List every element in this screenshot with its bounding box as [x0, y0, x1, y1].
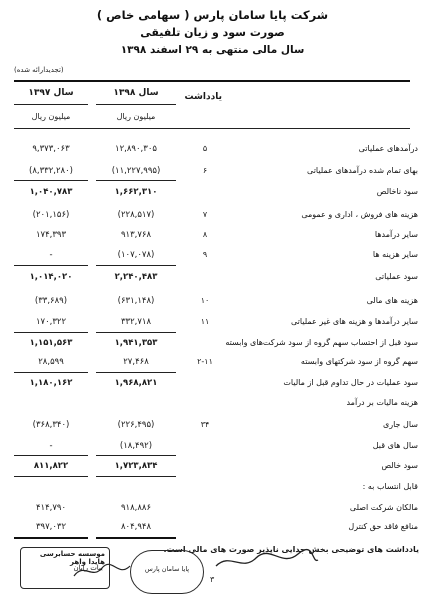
row-value-1397: -	[49, 250, 53, 260]
row-note: ۱۱	[200, 317, 210, 326]
row-value-1398: ۱,۹۴۱,۳۵۳	[114, 338, 158, 348]
subtotal-rule	[14, 180, 88, 181]
row-note: ۵	[202, 144, 208, 153]
row-value-1398: ۸۰۴,۹۴۸	[120, 522, 152, 532]
row-label: مالکان شرکت اصلی	[349, 503, 418, 512]
table-header-rule	[14, 128, 410, 129]
subtotal-rule	[96, 372, 176, 373]
row-value-1397: ۱,۰۱۴,۰۲۰	[29, 272, 73, 282]
row-label: سود قبل از احتساب سهم گروه از سود شرکت‌های وابسته	[225, 338, 418, 347]
subtotal-rule	[14, 455, 88, 456]
row-label: هزینه های مالی	[366, 296, 418, 305]
row-label: درآمدهای عملیاتی	[358, 144, 418, 153]
column-header-note: یادداشت	[184, 92, 222, 102]
subtotal-rule	[96, 332, 176, 333]
table-row	[0, 166, 425, 184]
row-value-1397: ۳۹۷,۰۳۲	[35, 522, 67, 532]
row-value-1397: ۹,۳۷۳,۰۶۳	[32, 144, 70, 154]
row-note: ۶	[202, 166, 208, 175]
final-total-rule	[14, 537, 88, 539]
row-value-1398: (۲۲۶,۴۹۵)	[117, 420, 155, 430]
row-label: سال جاری	[382, 420, 418, 429]
column-header-1397: سال ۱۳۹۷	[28, 88, 74, 98]
table-row	[0, 296, 425, 314]
row-value-1398: ۹۱۳,۷۶۸	[120, 230, 152, 240]
signature-icon	[72, 560, 132, 582]
subtotal-rule	[96, 180, 176, 181]
row-value-1397: ۱۷۴,۳۹۳	[35, 230, 67, 240]
footer-note: یادداشت های توضیحی بخش جدایی ناپذیر صورت های مالی است.	[163, 545, 419, 554]
row-label: سایر درآمدها و هزینه های غیر عملیاتی	[291, 317, 418, 326]
table-row	[0, 482, 425, 500]
row-label: سال های قبل	[372, 441, 418, 450]
company-name: شرکت پایا سامان پارس ( سهامی خاص )	[96, 8, 329, 22]
row-label: سود عملیات در حال تداوم قبل از مالیات	[283, 378, 418, 387]
row-value-1398: ۲۷,۴۶۸	[123, 357, 149, 367]
table-row	[0, 187, 425, 205]
row-label: بهای تمام شده درآمدهای عملیاتی	[307, 166, 418, 175]
table-row	[0, 503, 425, 521]
column-rule-1397	[14, 104, 88, 105]
restated-label: (تجدیدارائه شده)	[14, 66, 64, 74]
row-value-1397: ۱,۰۴۰,۷۸۳	[29, 187, 73, 197]
subtotal-rule	[14, 372, 88, 373]
row-value-1397: ۱۷۰,۳۲۲	[35, 317, 67, 327]
table-row	[0, 441, 425, 459]
row-label: سایر هزینه ها	[372, 250, 418, 259]
row-value-1397: (۳۳,۶۸۹)	[34, 296, 68, 306]
row-value-1398: ۹۱۸,۸۸۶	[120, 503, 152, 513]
row-value-1397: ۲۸,۵۹۹	[38, 357, 64, 367]
subtotal-rule	[96, 265, 176, 266]
row-label: هزینه های فروش ، اداری و عمومی	[301, 210, 418, 219]
row-value-1398: ۳۳۲,۷۱۸	[120, 317, 152, 327]
total-rule	[96, 476, 176, 477]
table-top-rule	[14, 80, 410, 82]
table-row	[0, 144, 425, 162]
row-note: ۹	[202, 250, 208, 259]
row-label: سود ناخالص	[376, 187, 418, 196]
subtotal-rule	[14, 265, 88, 266]
row-label: سهم گروه از سود شرکتهای وابسته	[300, 357, 418, 366]
row-value-1397: (۸,۳۳۲,۲۸۰)	[29, 166, 73, 176]
statement-title: صورت سود و زیان تلفیقی	[140, 26, 285, 39]
final-total-rule	[96, 537, 176, 539]
row-label: هزینه مالیات بر درآمد	[346, 398, 418, 407]
row-value-1397: (۲۰۱,۱۵۶)	[32, 210, 70, 220]
row-value-1398: ۱,۹۶۸,۸۲۱	[114, 378, 158, 388]
table-row	[0, 338, 425, 356]
company-stamp	[130, 550, 204, 594]
row-value-1398: (۶۳۱,۱۴۸)	[117, 296, 155, 306]
row-label: سود عملیاتی	[375, 272, 418, 281]
auditor-stamp-subtext: بیات رایان	[73, 564, 103, 572]
table-row	[0, 378, 425, 396]
row-value-1398: ۱۲,۸۹۰,۳۰۵	[115, 144, 157, 154]
table-row	[0, 272, 425, 290]
row-label: سود خالص	[381, 461, 418, 470]
row-value-1398: ۲,۲۴۰,۴۸۳	[114, 272, 158, 282]
row-value-1398: (۱۱,۲۲۷,۹۹۵)	[111, 166, 161, 176]
row-value-1398: (۱۰۷,۰۷۸)	[117, 250, 155, 260]
row-label: قابل انتساب به :	[362, 482, 418, 491]
table-row	[0, 420, 425, 438]
row-value-1397: (۳۶۸,۳۴۰)	[32, 420, 70, 430]
page-number: ۳	[210, 575, 215, 584]
table-row	[0, 230, 425, 248]
row-value-1397: ۱,۱۸۰,۱۶۲	[29, 378, 73, 388]
row-value-1397: -	[49, 441, 53, 451]
signature-icon	[212, 548, 322, 574]
row-note: ۳۴	[200, 420, 210, 429]
row-value-1397: ۱,۱۵۱,۵۶۳	[29, 338, 73, 348]
row-note: ۱۰	[200, 296, 210, 305]
period-title: سال مالی منتهی به ۲۹ اسفند ۱۳۹۸	[120, 44, 305, 56]
row-label: سایر درآمدها	[374, 230, 418, 239]
row-value-1397: ۴۱۴,۷۹۰	[35, 503, 67, 513]
company-stamp-text: پایا سامان پارس	[144, 565, 190, 573]
row-value-1398: ۱,۶۶۲,۳۱۰	[114, 187, 158, 197]
row-value-1398: ۱,۷۲۳,۸۳۴	[114, 461, 158, 471]
row-value-1398: (۲۲۸,۵۱۷)	[117, 210, 155, 220]
subtotal-rule	[96, 455, 176, 456]
row-note: ۸	[202, 230, 208, 239]
row-label: منافع فاقد حق کنترل	[348, 522, 418, 531]
total-rule	[14, 476, 88, 477]
row-value-1398: (۱۸,۴۹۲)	[119, 441, 153, 451]
auditor-stamp-text: موسسه حسابرسی هایدا واهر	[39, 550, 105, 566]
table-row	[0, 210, 425, 228]
table-row	[0, 398, 425, 416]
row-value-1397: ۸۱۱,۸۲۲	[33, 461, 69, 471]
unit-label-1397: میلیون ریال	[31, 112, 71, 121]
row-note: ۷	[202, 210, 208, 219]
column-header-1398: سال ۱۳۹۸	[113, 88, 159, 98]
unit-label-1398: میلیون ریال	[116, 112, 156, 121]
subtotal-rule	[14, 332, 88, 333]
row-note: ۲-۱۱	[197, 357, 213, 366]
column-rule-1398	[96, 104, 176, 105]
